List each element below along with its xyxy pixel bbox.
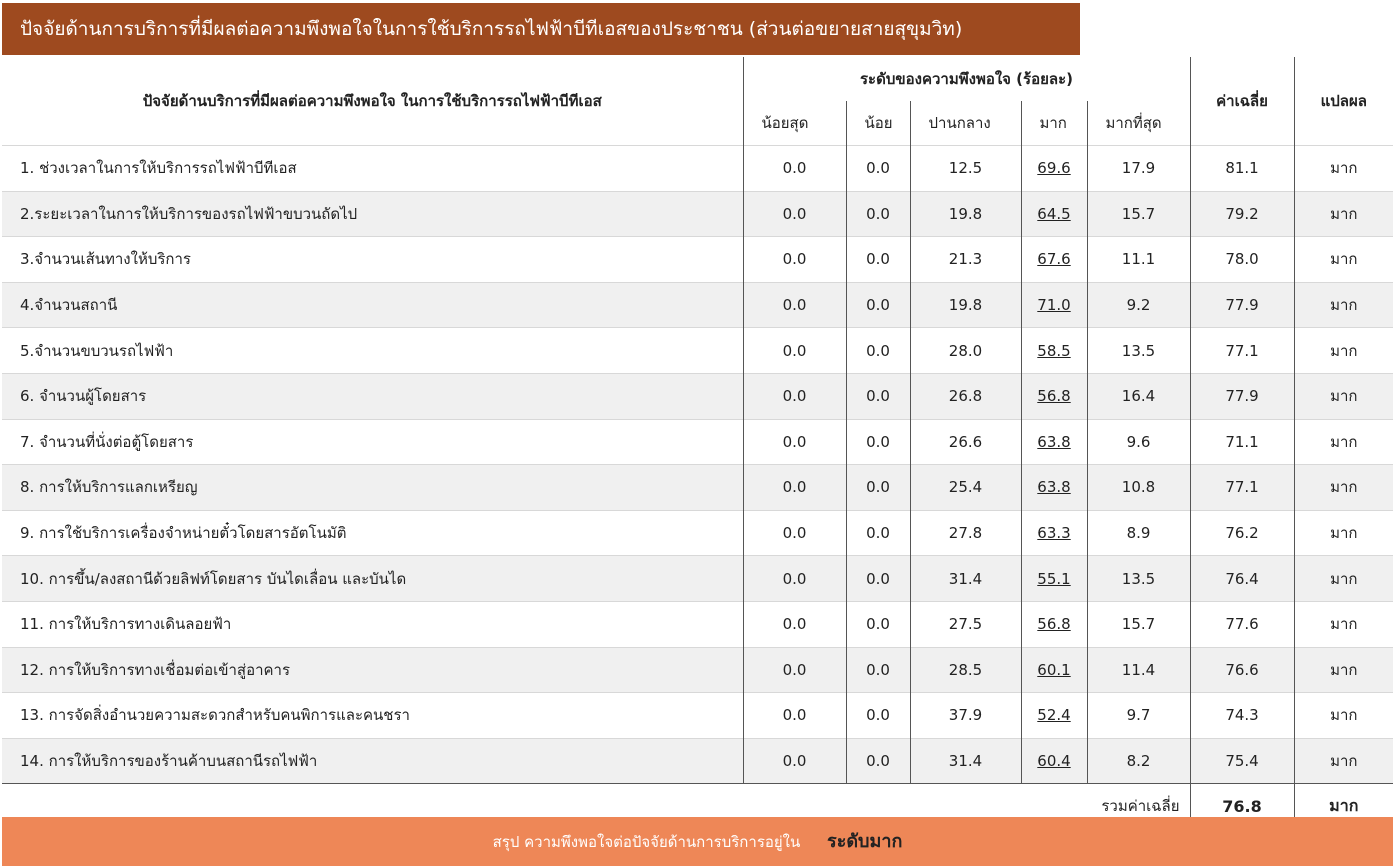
cell-least: 0.0 (743, 601, 846, 647)
cell-less: 0.0 (846, 556, 910, 602)
cell-factor: 12. การให้บริการทางเชื่อมต่อเข้าสู่อาคาร (2, 647, 743, 693)
cell-least: 0.0 (743, 465, 846, 511)
cell-interpretation: มาก (1294, 465, 1393, 511)
cell-moderate: 12.5 (910, 146, 1021, 192)
cell-more (1021, 647, 1087, 693)
cell-less: 0.0 (846, 465, 910, 511)
cell-factor: 13. การจัดสิ่งอำนวยความสะดวกสำหรับคนพิการและคนชรา (2, 693, 743, 739)
cell-less: 0.0 (846, 647, 910, 693)
cell-moderate: 37.9 (910, 693, 1021, 739)
cell-average: 81.1 (1190, 146, 1294, 192)
cell-most: 16.4 (1087, 373, 1190, 419)
modal-value: 52.4 (1037, 706, 1071, 725)
cell-most: 15.7 (1087, 191, 1190, 237)
cell-average: 77.6 (1190, 601, 1294, 647)
cell-interpretation: มาก (1294, 510, 1393, 556)
cell-least: 0.0 (743, 237, 846, 283)
cell-factor: 8. การให้บริการแลกเหรียญ (2, 465, 743, 511)
cell-moderate: 26.6 (910, 419, 1021, 465)
table-row (2, 601, 1393, 647)
table-row (2, 419, 1393, 465)
summary-bar (2, 817, 1393, 866)
table-row (2, 282, 1393, 328)
cell-factor: 6. จำนวนผู้โดยสาร (2, 373, 743, 419)
cell-moderate: 19.8 (910, 191, 1021, 237)
total-average: 76.8 (1190, 784, 1294, 829)
cell-moderate: 27.5 (910, 601, 1021, 647)
cell-average: 74.3 (1190, 693, 1294, 739)
cell-interpretation: มาก (1294, 556, 1393, 602)
cell-interpretation: มาก (1294, 191, 1393, 237)
cell-interpretation: มาก (1294, 419, 1393, 465)
cell-average: 78.0 (1190, 237, 1294, 283)
cell-least: 0.0 (743, 556, 846, 602)
cell-factor: 11. การให้บริการทางเดินลอยฟ้า (2, 601, 743, 647)
cell-more (1021, 419, 1087, 465)
cell-more (1021, 373, 1087, 419)
table-body (2, 146, 1393, 829)
cell-interpretation: มาก (1294, 146, 1393, 192)
table-row (2, 556, 1393, 602)
cell-more (1021, 465, 1087, 511)
table-row (2, 465, 1393, 511)
summary-level: ระดับมาก (827, 831, 903, 852)
cell-factor: 7. จำนวนที่นั่งต่อตู้โดยสาร (2, 419, 743, 465)
modal-value: 63.3 (1037, 524, 1071, 543)
cell-less: 0.0 (846, 510, 910, 556)
cell-less: 0.0 (846, 693, 910, 739)
cell-moderate: 31.4 (910, 556, 1021, 602)
cell-most: 11.1 (1087, 237, 1190, 283)
table-row (2, 373, 1393, 419)
cell-least: 0.0 (743, 693, 846, 739)
cell-factor: 2.ระยะเวลาในการให้บริการของรถไฟฟ้าขบวนถัดไป (2, 191, 743, 237)
cell-less: 0.0 (846, 146, 910, 192)
cell-average: 77.9 (1190, 282, 1294, 328)
cell-factor: 10. การขึ้น/ลงสถานีด้วยลิฟท์โดยสาร บันไดเลื่อน และบันได (2, 556, 743, 602)
cell-less: 0.0 (846, 237, 910, 283)
level-least-header: น้อยสุด (743, 101, 846, 146)
cell-less: 0.0 (846, 373, 910, 419)
cell-most: 9.2 (1087, 282, 1190, 328)
cell-less: 0.0 (846, 282, 910, 328)
cell-factor: 4.จำนวนสถานี (2, 282, 743, 328)
cell-less: 0.0 (846, 419, 910, 465)
cell-average: 76.4 (1190, 556, 1294, 602)
cell-more (1021, 191, 1087, 237)
cell-average: 77.1 (1190, 328, 1294, 374)
cell-interpretation: มาก (1294, 693, 1393, 739)
table-row (2, 647, 1393, 693)
modal-value: 56.8 (1037, 387, 1071, 406)
cell-least: 0.0 (743, 419, 846, 465)
cell-interpretation: มาก (1294, 237, 1393, 283)
cell-moderate: 19.8 (910, 282, 1021, 328)
cell-moderate: 26.8 (910, 373, 1021, 419)
cell-factor: 5.จำนวนขบวนรถไฟฟ้า (2, 328, 743, 374)
cell-less: 0.0 (846, 601, 910, 647)
cell-most: 13.5 (1087, 556, 1190, 602)
cell-more (1021, 328, 1087, 374)
cell-average: 79.2 (1190, 191, 1294, 237)
cell-more (1021, 146, 1087, 192)
modal-value: 67.6 (1037, 250, 1071, 269)
modal-value: 60.1 (1037, 660, 1071, 679)
satisfaction-level-header: ระดับของความพึงพอใจ (ร้อยละ) (743, 57, 1190, 101)
cell-factor: 3.จำนวนเส้นทางให้บริการ (2, 237, 743, 283)
cell-interpretation: มาก (1294, 328, 1393, 374)
cell-moderate: 28.0 (910, 328, 1021, 374)
cell-moderate: 27.8 (910, 510, 1021, 556)
cell-more (1021, 510, 1087, 556)
cell-interpretation: มาก (1294, 282, 1393, 328)
level-moderate-header: ปานกลาง (910, 101, 1021, 146)
cell-less: 0.0 (846, 191, 910, 237)
cell-more (1021, 237, 1087, 283)
cell-most: 15.7 (1087, 601, 1190, 647)
modal-value: 58.5 (1037, 341, 1071, 360)
modal-value: 63.8 (1037, 478, 1071, 497)
level-less-header: น้อย (846, 101, 910, 146)
cell-moderate: 25.4 (910, 465, 1021, 511)
cell-more (1021, 693, 1087, 739)
cell-most: 11.4 (1087, 647, 1190, 693)
table-row (2, 191, 1393, 237)
table-row (2, 693, 1393, 739)
cell-least: 0.0 (743, 328, 846, 374)
average-column-header: ค่าเฉลี่ย (1190, 57, 1294, 146)
cell-average: 71.1 (1190, 419, 1294, 465)
cell-most: 13.5 (1087, 328, 1190, 374)
cell-most: 17.9 (1087, 146, 1190, 192)
level-most-header: มากที่สุด (1087, 101, 1190, 146)
modal-value: 55.1 (1037, 569, 1071, 588)
cell-most: 9.6 (1087, 419, 1190, 465)
modal-value: 69.6 (1037, 159, 1071, 178)
cell-interpretation: มาก (1294, 373, 1393, 419)
factor-column-header: ปัจจัยด้านบริการที่มีผลต่อความพึงพอใจ ในการใช้บริการรถไฟฟ้าบีทีเอส (2, 57, 743, 146)
cell-least: 0.0 (743, 146, 846, 192)
modal-value: 63.8 (1037, 432, 1071, 451)
cell-more (1021, 556, 1087, 602)
cell-least: 0.0 (743, 282, 846, 328)
cell-least: 0.0 (743, 191, 846, 237)
page-title: ปัจจัยด้านการบริการที่มีผลต่อความพึงพอใจในการใช้บริการรถไฟฟ้าบีทีเอสของประชาชน (ส่วนต่อขยายสายสุขุมวิท) (2, 3, 1080, 55)
cell-most: 10.8 (1087, 465, 1190, 511)
cell-less: 0.0 (846, 738, 910, 784)
level-more-header: มาก (1021, 101, 1087, 146)
cell-moderate: 21.3 (910, 237, 1021, 283)
interpretation-column-header: แปลผล (1294, 57, 1393, 146)
cell-less: 0.0 (846, 328, 910, 374)
cell-more (1021, 282, 1087, 328)
modal-value: 56.8 (1037, 615, 1071, 634)
cell-average: 76.2 (1190, 510, 1294, 556)
table-row (2, 146, 1393, 192)
cell-factor: 1. ช่วงเวลาในการให้บริการรถไฟฟ้าบีทีเอส (2, 146, 743, 192)
table-row (2, 738, 1393, 784)
cell-average: 77.1 (1190, 465, 1294, 511)
cell-average: 76.6 (1190, 647, 1294, 693)
cell-most: 9.7 (1087, 693, 1190, 739)
cell-most: 8.2 (1087, 738, 1190, 784)
summary-text: สรุป ความพึงพอใจต่อปัจจัยด้านการบริการอยู่ใน (492, 833, 801, 851)
cell-least: 0.0 (743, 647, 846, 693)
cell-average: 77.9 (1190, 373, 1294, 419)
cell-factor: 14. การให้บริการของร้านค้าบนสถานีรถไฟฟ้า (2, 738, 743, 784)
cell-moderate: 31.4 (910, 738, 1021, 784)
cell-most: 8.9 (1087, 510, 1190, 556)
table-row (2, 237, 1393, 283)
modal-value: 60.4 (1037, 752, 1071, 771)
total-label: รวมค่าเฉลี่ย (2, 784, 1190, 829)
cell-moderate: 28.5 (910, 647, 1021, 693)
cell-least: 0.0 (743, 738, 846, 784)
cell-least: 0.0 (743, 373, 846, 419)
cell-interpretation: มาก (1294, 647, 1393, 693)
table-row (2, 328, 1393, 374)
cell-interpretation: มาก (1294, 738, 1393, 784)
cell-least: 0.0 (743, 510, 846, 556)
table-row (2, 510, 1393, 556)
cell-factor: 9. การใช้บริการเครื่องจำหน่ายตั๋วโดยสารอัตโนมัติ (2, 510, 743, 556)
cell-more (1021, 738, 1087, 784)
cell-average: 75.4 (1190, 738, 1294, 784)
modal-value: 71.0 (1037, 296, 1071, 315)
satisfaction-table (2, 57, 1393, 828)
cell-interpretation: มาก (1294, 601, 1393, 647)
total-interpretation: มาก (1294, 784, 1393, 829)
cell-more (1021, 601, 1087, 647)
modal-value: 64.5 (1037, 204, 1071, 223)
